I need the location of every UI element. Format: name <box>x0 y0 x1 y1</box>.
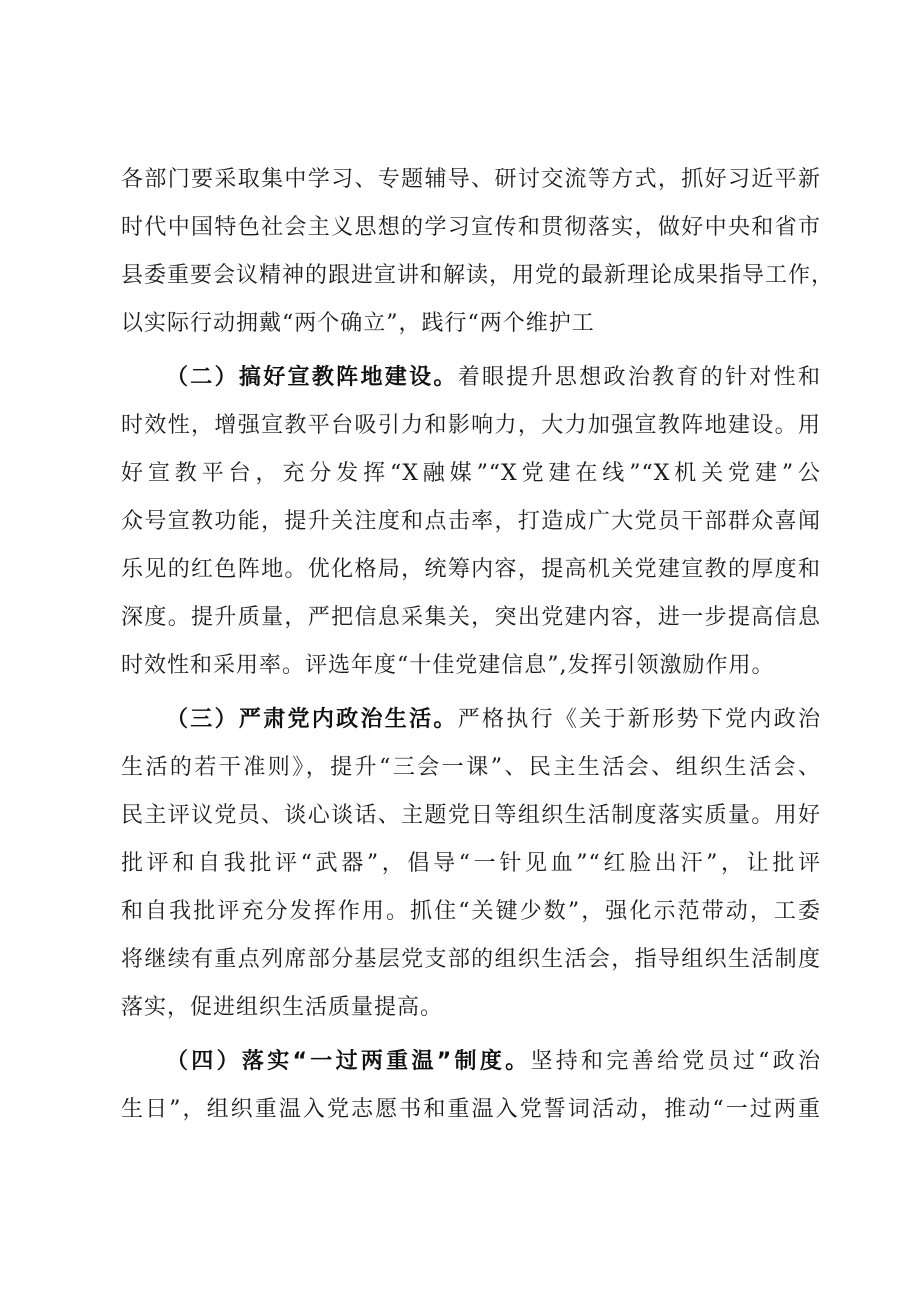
paragraph-1-line-2: 时代中国特色社会主义思想的学习宣传和贯彻落实，做好中央和省市 <box>121 215 821 240</box>
paragraph-2-line-5: 乐见的红色阵地。优化格局，统筹内容，提高机关党建宣教的厚度和 <box>121 557 821 582</box>
section-heading-2: （二）搞好宣教阵地建设。 <box>166 365 458 390</box>
paragraph-4-line-1 <box>166 1040 821 1084</box>
paragraph-2-line-7: 时效性和采用率。评选年度“十佳党建信息”,发挥引领激励作用。 <box>121 653 775 678</box>
paragraph-4-first-line-text: 坚持和完善给党员过“政治 <box>530 1049 821 1074</box>
paragraph-1-line-4: 以实际行动拥戴“两个确立”，践行“两个维护工 <box>121 311 595 336</box>
section-heading-4: （四）落实“一过两重温”制度。 <box>166 1049 531 1074</box>
paragraph-1-line-3: 县委重要会议精神的跟进宣讲和解读，用党的最新理论成果指导工作， <box>121 263 835 288</box>
paragraph-3-line-5: 和自我批评充分发挥作用。抓住“关键少数”，强化示范带动，工委 <box>121 899 821 924</box>
paragraph-2-line-1 <box>166 356 821 400</box>
paragraph-3-line-1 <box>166 698 821 742</box>
paragraph-3-line-4: 批评和自我批评“武器”，倡导“一针见血”“红脸出汗”，让批评 <box>121 851 821 876</box>
paragraph-3-line-7: 落实，促进组织生活质量提高。 <box>121 995 444 1020</box>
paragraph-3-first-line-text: 严格执行《关于新形势下党内政治 <box>457 707 821 732</box>
paragraph-2-line-6: 深度。提升质量，严把信息采集关，突出党建内容，进一步提高信息 <box>121 605 821 630</box>
paragraph-3-line-2: 生活的若干准则》，提升“三会一课”、民主生活会、组织生活会、 <box>121 755 821 780</box>
paragraph-2-line-4: 众号宣教功能，提升关注度和点击率，打造成广大党员干部群众喜闻 <box>121 509 821 534</box>
section-heading-3: （三）严肃党内政治生活。 <box>166 707 458 732</box>
paragraph-3-line-3: 民主评议党员、谈心谈话、主题党日等组织生活制度落实质量。用好 <box>121 803 821 828</box>
paragraph-2-first-line-text: 着眼提升思想政治教育的针对性和 <box>457 365 821 390</box>
paragraph-4-line-2: 生日”，组织重温入党志愿书和重温入党誓词活动，推动“一过两重 <box>121 1097 821 1122</box>
paragraph-1-line-1: 各部门要采取集中学习、专题辅导、研讨交流等方式，抓好习近平新 <box>121 167 821 192</box>
paragraph-2-line-3: 好宣教平台，充分发挥“X融媒”“X党建在线”“X机关党建”公 <box>121 461 821 486</box>
paragraph-2-line-2: 时效性，增强宣教平台吸引力和影响力，大力加强宣教阵地建设。用 <box>121 413 821 438</box>
paragraph-3-line-6: 将继续有重点列席部分基层党支部的组织生活会，指导组织生活制度 <box>121 947 821 972</box>
